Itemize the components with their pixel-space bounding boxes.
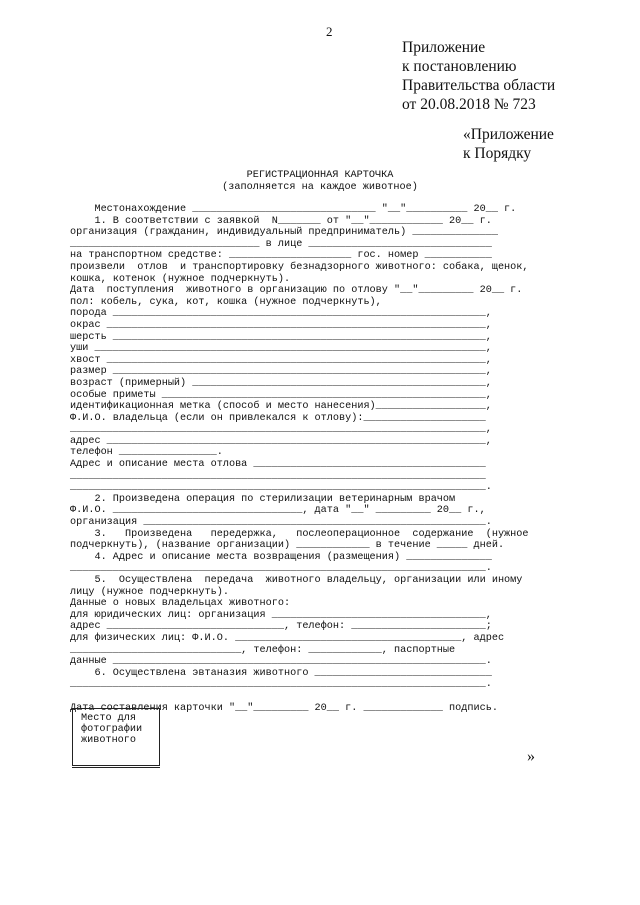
form-line: возраст (примерный) ________________________________________________, xyxy=(70,377,492,389)
form-line: 4. Адрес и описание места возвращения (размещения) ______________ xyxy=(70,551,492,563)
form-line: Дата поступления животного в организацию по отлову "__"_________ 20__ г. xyxy=(70,285,523,297)
form-line: ____________________________________________________________________, xyxy=(70,424,492,436)
form-line: ____________________________________________________________________. xyxy=(70,482,492,494)
form-line: Ф.И.О. владельца (если он привлекался к отлову):____________________ xyxy=(70,412,486,424)
form-line xyxy=(70,691,552,703)
form-line: порода _____________________________________________________________, xyxy=(70,308,492,320)
header-line: Приложение xyxy=(402,39,486,56)
appendix-reference xyxy=(463,125,554,163)
form-line: пол: кобель, сука, кот, кошка (нужное подчеркнуть), xyxy=(70,296,382,308)
form-line: идентификационная метка (способ и место нанесения)__________________, xyxy=(70,401,492,413)
appendix-line: к Порядку xyxy=(463,145,532,162)
form-line: шерсть _____________________________________________________________, xyxy=(70,331,492,343)
photo-box-line: Место для xyxy=(81,713,137,724)
form-line: данные _____________________________________________________________. xyxy=(70,656,492,668)
form-line: телефон ________________. xyxy=(70,447,223,459)
form-line: _______________________________ в лице ______________________________ xyxy=(70,238,492,250)
appendix-line: «Приложение xyxy=(463,126,554,143)
form-line: подчеркнуть), (название организации) ____________ в течение _____ дней. xyxy=(70,540,505,552)
form-line: ____________________________, телефон: ____________, паспортные xyxy=(70,644,456,656)
header-line: Правительства области xyxy=(402,77,556,94)
form-line: ____________________________________________________________________. xyxy=(70,679,492,691)
form-line: размер _____________________________________________________________, xyxy=(70,366,492,378)
form-line: лицу (нужное подчеркнуть). xyxy=(70,586,229,598)
form-line: Адрес и описание места отлова ______________________________________ xyxy=(70,459,486,471)
form-line: 1. В соответствии с заявкой N_______ от "__"____________ 20__ г. xyxy=(70,215,492,227)
form-line: организация (гражданин, индивидуальный предприниматель) ______________ xyxy=(70,227,498,239)
form-line: особые приметы _____________________________________________________, xyxy=(70,389,492,401)
form-line: окрас ______________________________________________________________, xyxy=(70,319,492,331)
form-line: 5. Осуществлена передача животного владельцу, организации или иному xyxy=(70,575,523,586)
form-line: ____________________________________________________________________ xyxy=(70,470,486,482)
photo-box-underline xyxy=(72,767,160,768)
form-line: адрес _____________________________, телефон: ______________________; xyxy=(70,621,492,633)
closing-quote: » xyxy=(527,748,535,765)
form-line: произвели отлов и транспортировку безнадзорного животного: собака, щенок, xyxy=(70,261,529,273)
form-line: Данные о новых владельцах животного: xyxy=(70,598,291,610)
header-line: к постановлению xyxy=(402,58,517,75)
form-line: 3. Произведена передержка, послеоперационное содержание (нужное xyxy=(70,528,529,540)
registration-form xyxy=(70,204,552,714)
header-line: от 20.08.2018 № 723 xyxy=(402,96,536,113)
form-line: уши ________________________________________________________________, xyxy=(70,343,492,355)
page-number: 2 xyxy=(326,24,333,39)
form-line: хвост ______________________________________________________________, xyxy=(70,354,492,366)
form-line: Местонахождение ______________________________ "__"__________ 20__ г. xyxy=(70,204,517,215)
form-line: ____________________________________________________________________. xyxy=(70,563,492,575)
resolution-header xyxy=(402,38,555,114)
card-subtitle: (заполняется на каждое животное) xyxy=(222,182,418,193)
form-line: кошка, котенок (нужное подчеркнуть). xyxy=(70,273,291,285)
form-line: адрес ______________________________________________________________, xyxy=(70,435,492,447)
form-line: для юридических лиц: организация ___________________________________, xyxy=(70,609,492,621)
form-line: для физических лиц: Ф.И.О. _____________________________________, адрес xyxy=(70,632,505,644)
form-line: организация ________________________________________________________. xyxy=(70,517,492,529)
card-title: РЕГИСТРАЦИОННАЯ КАРТОЧКА xyxy=(246,170,394,181)
photo-box-line: фотографии xyxy=(81,724,143,735)
form-line: Ф.И.О. _______________________________, дата "__" _________ 20__ г., xyxy=(70,505,486,517)
form-line: 6. Осуществлена эвтаназия животного _____________________________ xyxy=(70,667,492,679)
photo-placeholder-box xyxy=(72,708,160,766)
form-line: 2. Произведена операция по стерилизации ветеринарным врачом xyxy=(70,493,456,505)
form-line: Дата составления карточки "__"_________ 20__ г. _____________ подпись. xyxy=(70,702,498,714)
form-line: на транспортном средстве: ____________________ гос. номер ___________ xyxy=(70,250,492,262)
photo-box-line: животного xyxy=(81,735,137,746)
